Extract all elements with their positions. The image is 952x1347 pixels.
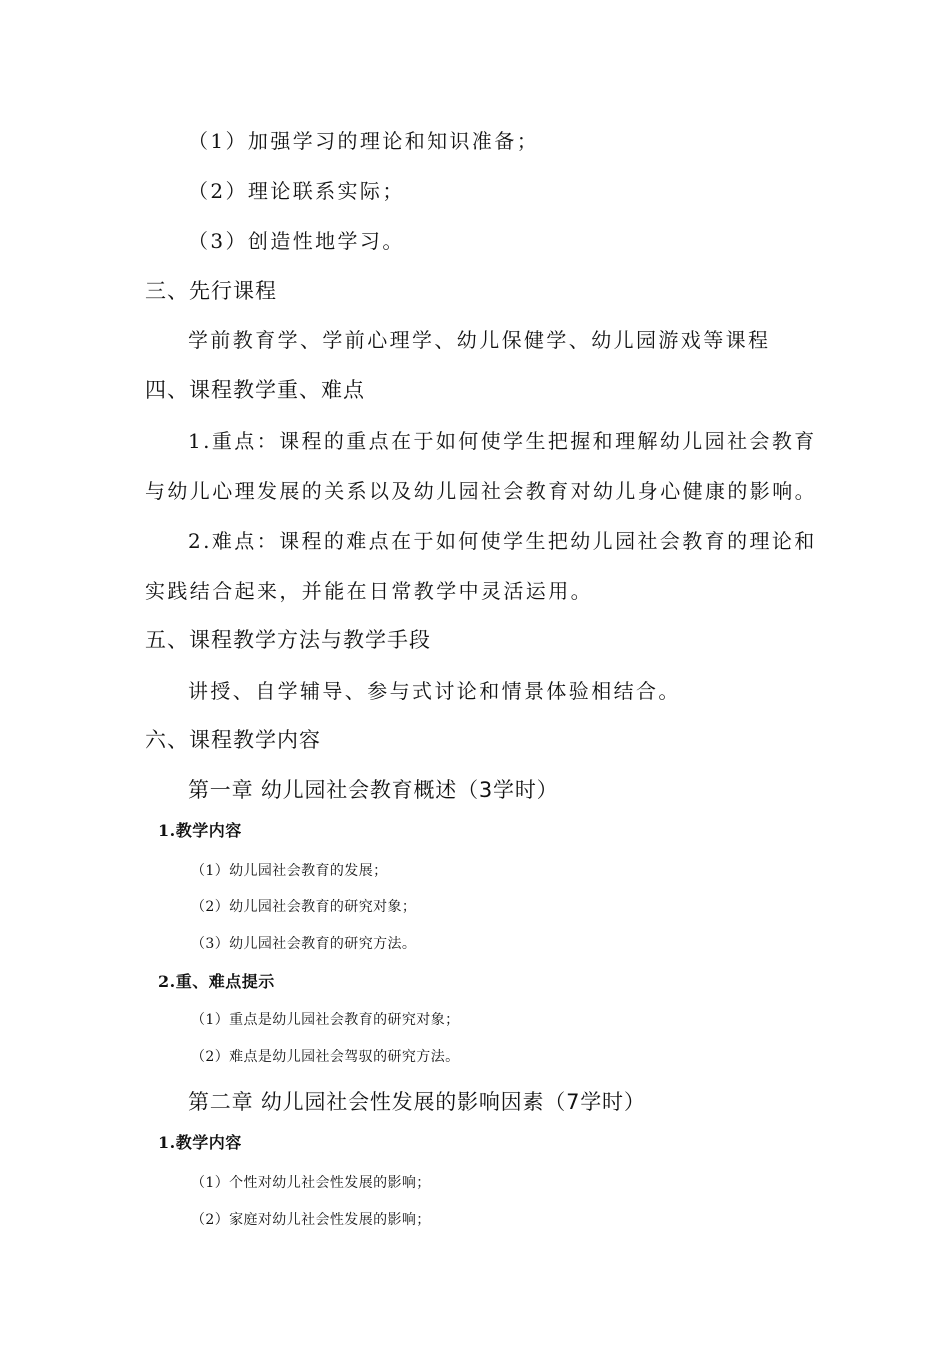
chapter-2-teaching-item-1: （1）个性对幼儿社会性发展的影响； <box>191 1175 431 1191</box>
section-heading-content: 六、课程教学内容 <box>145 728 321 752</box>
section-heading-key-points: 四、课程教学重、难点 <box>145 378 365 402</box>
chapter-2-teaching-item-2: （2）家庭对幼儿社会性发展的影响； <box>191 1212 431 1228</box>
chapter-1-teaching-item-2: （2）幼儿园社会教育的研究对象； <box>191 899 417 915</box>
chapter-1-teaching-content-heading: 1.教学内容 <box>158 821 242 840</box>
difficulty-text-line1: 2.难点：课程的难点在于如何使学生把幼儿园社会教育的理论和 <box>188 529 817 553</box>
chapter-1-teaching-item-3: （3）幼儿园社会教育的研究方法。 <box>191 936 417 952</box>
methods-text: 讲授、自学辅导、参与式讨论和情景体验相结合。 <box>188 679 681 703</box>
chapter-1-key-item-1: （1）重点是幼儿园社会教育的研究对象； <box>191 1012 460 1028</box>
list-item-1: （1）加强学习的理论和知识准备； <box>188 129 540 153</box>
chapter-2-teaching-content-heading: 1.教学内容 <box>158 1133 242 1152</box>
focus-text-line2: 与幼儿心理发展的关系以及幼儿园社会教育对幼儿身心健康的影响。 <box>145 479 817 503</box>
section-heading-methods: 五、课程教学方法与教学手段 <box>145 628 431 652</box>
list-item-3: （3）创造性地学习。 <box>188 229 405 253</box>
list-item-2: （2）理论联系实际； <box>188 179 405 203</box>
chapter-1-title: 第一章 幼儿园社会教育概述（3学时） <box>188 778 559 802</box>
chapter-1-key-item-2: （2）难点是幼儿园社会驾驭的研究方法。 <box>191 1049 460 1065</box>
section-heading-prerequisite: 三、先行课程 <box>145 279 277 303</box>
chapter-2-title: 第二章 幼儿园社会性发展的影响因素（7学时） <box>188 1090 646 1114</box>
chapter-1-teaching-item-1: （1）幼儿园社会教育的发展； <box>191 863 388 879</box>
prerequisite-text: 学前教育学、学前心理学、幼儿保健学、幼儿园游戏等课程 <box>188 328 771 352</box>
difficulty-text-line2: 实践结合起来，并能在日常教学中灵活运用。 <box>145 579 593 603</box>
focus-text-line1: 1.重点：课程的重点在于如何使学生把握和理解幼儿园社会教育 <box>188 429 817 453</box>
chapter-1-key-points-heading: 2.重、难点提示 <box>158 972 275 991</box>
